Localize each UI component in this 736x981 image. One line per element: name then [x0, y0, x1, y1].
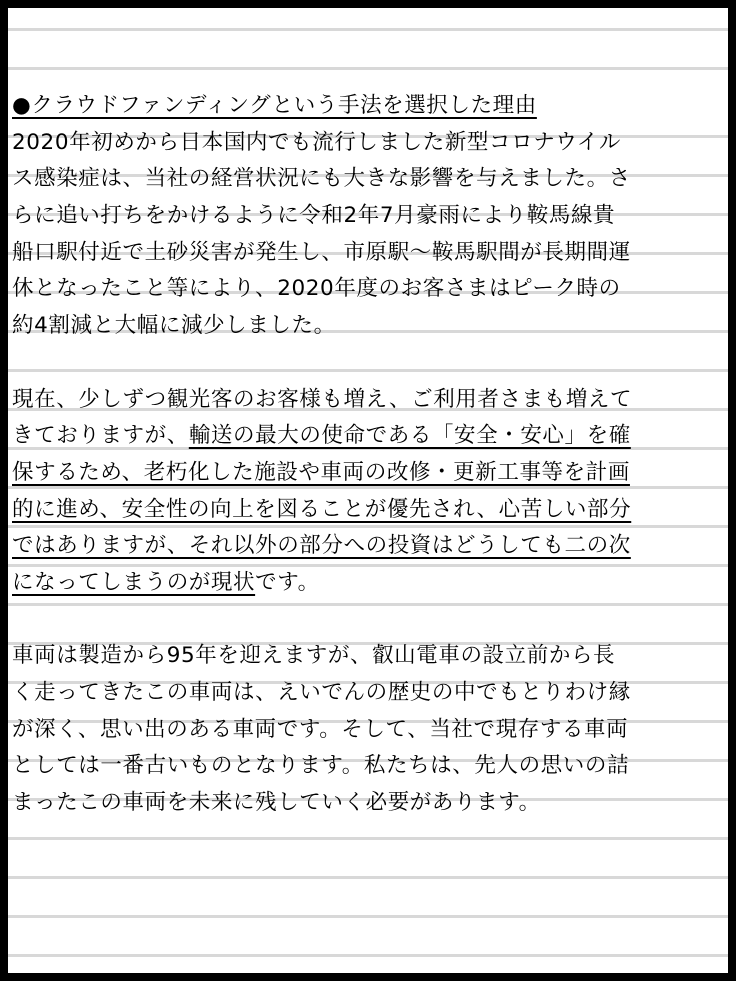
paragraph-2-plain-text: です。 — [255, 569, 320, 595]
paragraph-1-line: ス感染症は、当社の経営状況にも大きな影響を与えました。さ — [12, 166, 631, 192]
paragraph-2-line — [12, 418, 726, 455]
paragraph-1-line: 約4割減と大幅に減少しました。 — [12, 313, 336, 339]
paragraph-3-line: まったこの車両を未来に残していく必要があります。 — [12, 790, 541, 816]
paragraph-2-underlined-line: 的に進め、安全性の向上を図ることが優先され、心苦しい部分 — [12, 496, 632, 522]
paragraph-1-line: 休となったこと等により、2020年度のお客さまはピーク時の — [12, 276, 621, 302]
paragraph-2-underlined-text: になってしまうのが現状 — [12, 569, 256, 595]
paragraph-2-plain-text: きておりますが、 — [12, 423, 189, 449]
paragraph-1-line: らに追い打ちをかけるように令和2年7月豪雨により鞍馬線貴 — [12, 203, 616, 229]
paragraph-2-underlined-line: ではありますが、それ以外の部分への投資はどうしても二の次 — [12, 533, 631, 559]
paragraph-2-line — [12, 565, 726, 602]
paragraph-gap — [12, 602, 726, 639]
section-heading: ●クラウドファンディングという手法を選択した理由 — [12, 93, 537, 118]
paragraph-3-line: く走ってきたこの車両は、えいでんの歴史の中でもとりわけ縁 — [12, 680, 631, 705]
paragraph-3-line: が深く、思い出のある車両です。そして、当社で現存する車両 — [12, 716, 629, 742]
paragraph-gap — [12, 345, 726, 382]
document-page — [8, 8, 728, 973]
paragraph-2-underlined-text: 輸送の最大の使命である「安全・安心」を確 — [188, 423, 631, 449]
paragraph-3-line: としては一番古いものとなります。私たちは、先人の思いの詰 — [12, 753, 630, 779]
document-body — [12, 88, 726, 822]
paragraph-1-line: 2020年初めから日本国内でも流行しました新型コロナウイル — [12, 129, 621, 155]
paragraph-3-line: 車両は製造から95年を迎えますが、叡山電車の設立前から長 — [12, 643, 616, 669]
paragraph-2-line: 現在、少しずつ観光客のお客様も増え、ご利用者さまも増えて — [12, 386, 633, 412]
paragraph-2-underlined-line: 保するため、老朽化した施設や車両の改修・更新工事等を計画 — [12, 459, 630, 485]
paragraph-1-line: 船口駅付近で土砂災害が発生し、市原駅～鞍馬駅間が長期間運 — [12, 239, 631, 265]
